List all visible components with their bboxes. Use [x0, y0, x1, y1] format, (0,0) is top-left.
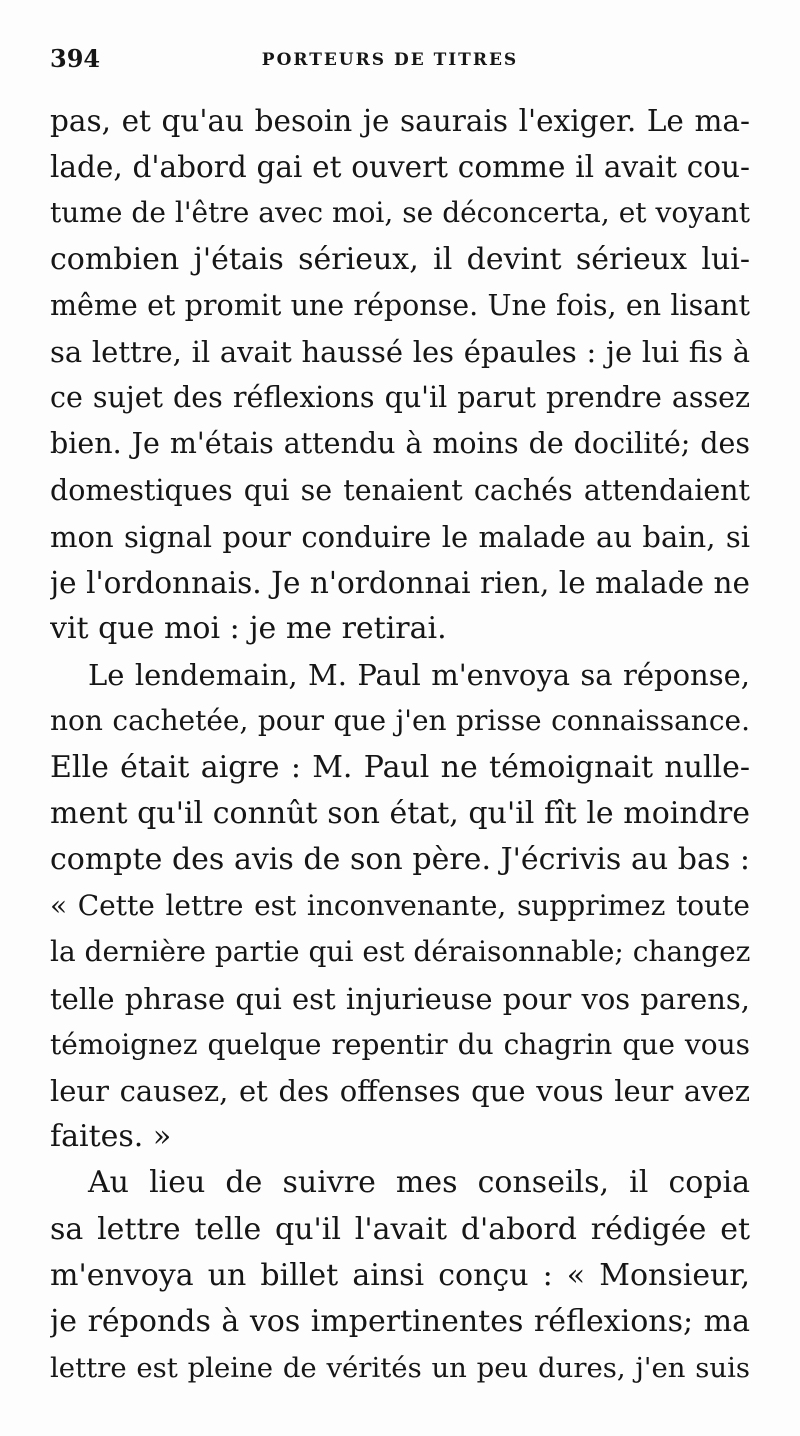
text-line: domestiques qui se tenaient cachés attendaient [50, 473, 750, 507]
text-line: je réponds à vos impertinentes réflexions; ma [50, 1303, 750, 1339]
running-head [50, 44, 750, 78]
text-line: combien j'étais sérieux, il devint sérieux lui- [50, 241, 750, 277]
text-line: mon signal pour conduire le malade au bain, si [50, 519, 750, 554]
text-line: sa lettre telle qu'il l'avait d'abord rédigée et [50, 1211, 750, 1247]
text-line: faites. » [50, 1119, 172, 1155]
text-line: pas, et qu'au besoin je saurais l'exiger. Le ma- [50, 104, 750, 138]
text-line: témoignez quelque repentir du chagrin que vous [50, 1027, 750, 1061]
text-line: Le lendemain, M. Paul m'envoya sa réponse, [88, 658, 750, 693]
page-number: 394 [50, 44, 101, 73]
text-line: compte des avis de son père. J'écrivis au bas : [50, 842, 750, 877]
text-line: leur causez, et des offenses que vous leur avez [50, 1073, 750, 1108]
text-line: vit que moi : je me retirai. [50, 611, 447, 647]
text-line: Elle était aigre : M. Paul ne témoignait nulle- [50, 749, 750, 785]
text-line: bien. Je m'étais attendu à moins de docilité; des [50, 427, 750, 461]
text-line: m'envoya un billet ainsi conçu : « Monsieur, [50, 1257, 750, 1293]
text-line: telle phrase qui est injurieuse pour vos parens, [50, 981, 750, 1016]
text-line: ce sujet des réflexions qu'il parut prendre assez [50, 381, 750, 415]
text-line: non cachetée, pour que j'en prisse connaissance. [50, 704, 750, 738]
text-line: lade, d'abord gai et ouvert comme il avait cou- [50, 150, 750, 185]
text-line: Au lieu de suivre mes conseils, il copia [88, 1165, 750, 1201]
body-text [50, 98, 750, 1391]
text-line: « Cette lettre est inconvenante, supprimez toute [50, 889, 750, 923]
text-line: la dernière partie qui est déraisonnable; changez [50, 935, 750, 969]
text-line: même et promit une réponse. Une fois, en lisant [50, 288, 750, 322]
text-line: sa lettre, il avait haussé les épaules : je lui fis à [50, 334, 750, 369]
text-line: je l'ordonnais. Je n'ordonnai rien, le malade ne [50, 565, 750, 600]
text-line: ment qu'il connût son état, qu'il fît le moindre [50, 795, 750, 831]
text-line: lettre est pleine de vérités un peu dures, j'en suis [50, 1352, 750, 1385]
text-line: tume de l'être avec moi, se déconcerta, et voyant [50, 196, 750, 230]
running-title: PORTEURS DE TITRES [261, 50, 519, 70]
